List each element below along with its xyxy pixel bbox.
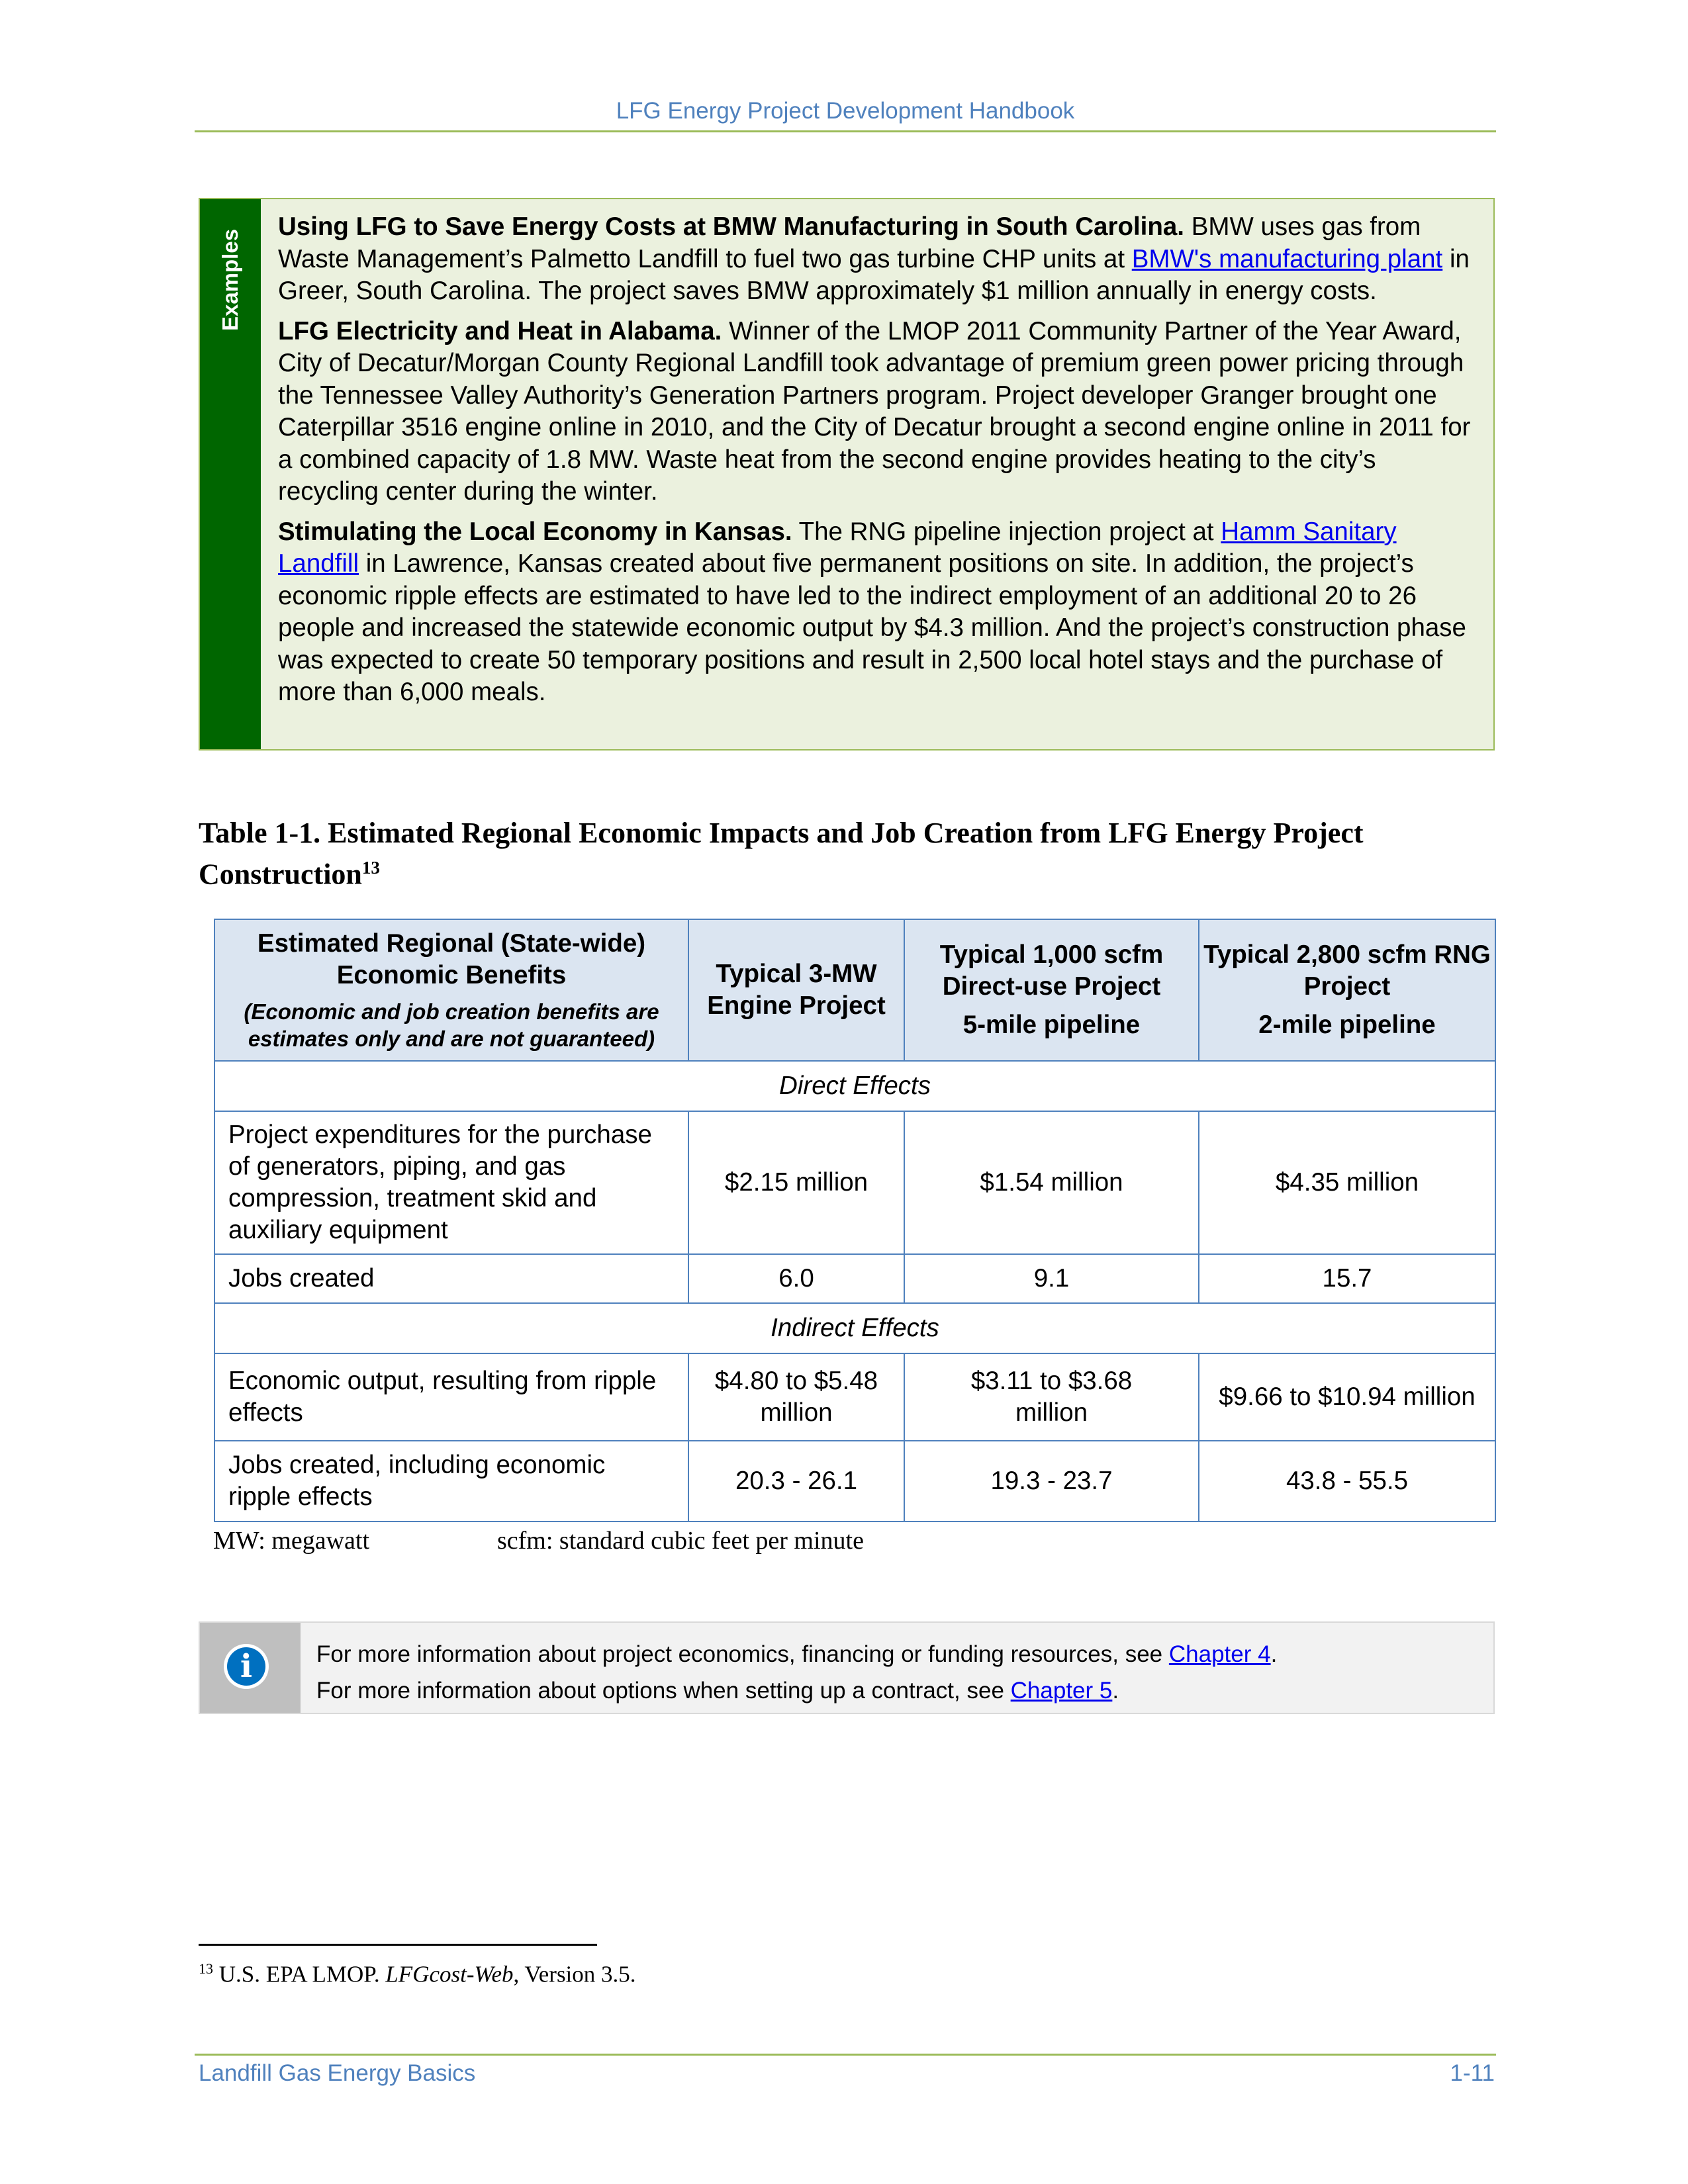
footnote-rule [199,1944,597,1946]
table-cell: 19.3 - 23.7 [904,1441,1199,1522]
table-note-mw: MW: megawatt [213,1527,370,1555]
table-cell: $9.66 to $10.94 million [1199,1353,1495,1441]
info-line-1: For more information about project economics, financing or funding resources, see Chapter 4. [316,1641,1278,1667]
example-title: LFG Electricity and Heat in Alabama. [278,316,722,345]
column-header-subtitle: 5-mile pipeline [962,1011,1141,1039]
example-kansas [278,516,1481,709]
table-cell: $1.54 million [904,1111,1199,1254]
example-text: BMW uses gas from Waste Management’s Palmetto Landfill to fuel two gas turbine CHP units at [278,212,1421,273]
footnote: $^{13}$ U.S. EPA LMOP. LFGcost-Web, Version 3.5. [199,1960,636,1987]
table-cell: 15.7 [1199,1254,1495,1303]
column-header-direct-use [904,919,1199,1061]
column-header-benefits [214,919,688,1061]
example-alabama [278,316,1481,508]
footnote-number: 13 [199,1960,213,1977]
example-text: in Greer, South Carolina. The project saves BMW approximately $1 million annually in energy costs. [278,244,1470,305]
info-text [316,1636,1277,1709]
examples-tab [200,199,261,749]
footer-section-title: Landfill Gas Energy Basics [199,2060,476,2086]
table-row [214,1353,1495,1441]
examples-body [278,211,1481,717]
example-text: in Lawrence, Kansas created about five permanent positions on site. In addition, the project’s economic ripple effects are estimated to have led to the indirect employment of an additional 20 to 26 people and increased the statewide economic output by $4.3 million. And the project’s construction phase was expected to create 50 temporary positions and result in 2,500 local hotel stays and the purchase of more than 6,000 meals. [278,549,1466,706]
page-number: 1-11 [1450,2060,1495,2086]
example-title: Stimulating the Local Economy in Kansas. [278,517,792,546]
running-header: LFG Energy Project Development Handbook [616,98,1075,124]
column-header-subtitle: 2-mile pipeline [1258,1011,1436,1039]
table-cell: $4.35 million [1199,1111,1495,1254]
info-line-2: For more information about options when setting up a contract, see Chapter 5. [316,1678,1119,1704]
table-cell: 9.1 [904,1254,1199,1303]
info-sidebar [200,1623,301,1713]
table-cell: 43.8 - 55.5 [1199,1441,1495,1522]
column-header-title: Typical 1,000 scfm Direct-use Project [939,940,1164,1001]
table-cell: $4.80 to $5.48 million [688,1353,904,1441]
column-header-rng [1199,919,1495,1061]
row-label: Jobs created, including economic ripple effects [214,1441,688,1522]
footer-rule [195,2054,1496,2056]
section-row-indirect [214,1303,1495,1353]
table-cell: $2.15 million [688,1111,904,1254]
example-title: Using LFG to Save Energy Costs at BMW Manufacturing in South Carolina. [278,212,1184,241]
table-cell: $3.11 to $3.68 million [904,1353,1199,1441]
table-row [214,1441,1495,1522]
chapter-5-link[interactable]: Chapter 5 [1010,1678,1113,1704]
table-row [214,1111,1495,1254]
examples-box [199,198,1495,751]
hamm-landfill-link[interactable]: Hamm Sanitary Landfill [278,517,1397,578]
column-header-title: Estimated Regional (State-wide) Economic Benefits [257,929,646,989]
footnote-title: LFGcost-Web [385,1961,514,1987]
table-cell: 20.3 - 26.1 [688,1441,904,1522]
economic-impacts-table [214,919,1496,1522]
column-header-title: Typical 2,800 scfm RNG Project [1203,940,1491,1001]
column-header-engine [688,919,904,1061]
info-icon: i [224,1644,269,1689]
column-header-title: Typical 3-MW Engine Project [707,960,886,1020]
example-text: The RNG pipeline injection project at [792,517,1221,546]
table-caption [199,815,1496,892]
table-cell: 6.0 [688,1254,904,1303]
example-text: Winner of the LMOP 2011 Community Partner of the Year Award, City of Decatur/Morgan County Regional Landfill took advantage of premium green power pricing through the Tennessee Valley Authority’s Generation Partners program. Project developer Granger brought one Caterpillar 3516 engine online in 2010, and the City of Decatur brought a second engine online in 2011 for a combined capacity of 1.8 MW. Waste heat from the second engine provides heating to the city’s recycling center during the winter. [278,316,1471,506]
examples-tab-label: Examples [218,228,242,332]
chapter-4-link[interactable]: Chapter 4 [1168,1641,1271,1667]
table-caption-text: Table 1-1. Estimated Regional Economic Impacts and Job Creation from LFG Energy Project Construction [199,817,1364,891]
row-label: Project expenditures for the purchase of generators, piping, and gas compression, treatment skid and auxiliary equipment [214,1111,688,1254]
row-label: Jobs created [214,1254,688,1303]
column-header-note: (Economic and job creation benefits are estimates only and are not guaranteed) [244,999,659,1051]
row-label: Economic output, resulting from ripple effects [214,1353,688,1441]
footnote-ref[interactable]: 13 [361,858,380,878]
table-note-scfm: scfm: standard cubic feet per minute [497,1527,864,1555]
section-label: Direct Effects [214,1061,1495,1111]
header-rule [195,130,1496,132]
example-bmw [278,211,1481,308]
bmw-plant-link[interactable]: BMW's manufacturing plant [1131,244,1443,273]
table-row [214,1254,1495,1303]
section-row-direct [214,1061,1495,1111]
table-header-row [214,919,1495,1061]
section-label: Indirect Effects [214,1303,1495,1353]
info-box [199,1621,1495,1714]
